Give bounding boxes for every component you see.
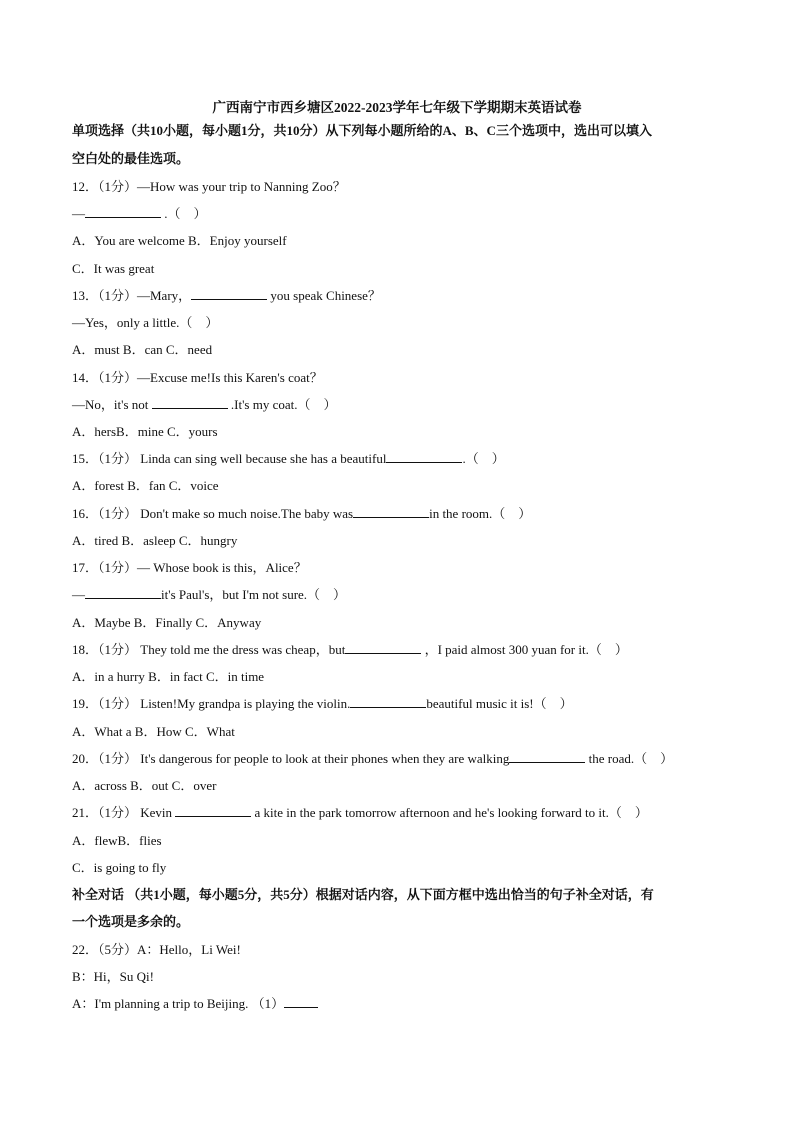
q12-dash: — [72,206,85,221]
q22-line2: B：Hi，Su Qi! [72,969,154,984]
q19-blank [350,695,426,708]
q17-blank [85,586,161,599]
q12-option-c: C．It was great [72,261,155,276]
q17-answer-line [72,586,346,604]
q18-stem [72,641,628,659]
q19-stem [72,695,573,713]
q22-stem: 22．（5分）A：Hello，Li Wei! [72,942,241,957]
q20-stem-post: the road.（ ） [585,751,674,766]
q16-stem-post: in the room.（ ） [429,506,532,521]
q18-blank [345,641,421,654]
q14-options: A．hersB．mine C．yours [72,424,218,439]
section1-intro-line1: 单项选择（共10小题，每小题1分，共10分）从下列每小题所给的A、B、C三个选项中，选出可以填入 [72,123,652,138]
q21-blank [175,804,251,817]
q17-dash: — [72,587,85,602]
q15-options: A．forest B．fan C．voice [72,478,219,493]
q20-stem-pre: 20．（1分） It's dangerous for people to look at their phones when they are walking [72,751,510,766]
q12-blank [85,205,161,218]
q14-answer-line [72,396,337,414]
q19-stem-pre: 19．（1分） Listen!My grandpa is playing the violin. [72,696,351,711]
q12-stem: 12．（1分）—How was your trip to Nanning Zoo？ [72,179,346,194]
q13-stem [72,287,381,305]
q18-stem-pre: 18．（1分） They told me the dress was cheap，but [72,642,346,657]
q20-blank [509,750,585,763]
q20-stem [72,750,673,768]
q12-options-ab: A．You are welcome B．Enjoy yourself [72,233,287,248]
q14-stem: 14．（1分）—Excuse me!Is this Karen's coat？ [72,370,323,385]
q15-stem-pre: 15．（1分） Linda can sing well because she has a beautiful [72,451,387,466]
q21-stem-post: a kite in the park tomorrow afternoon and he's looking forward to it.（ ） [251,805,648,820]
q14-line-post: .It's my coat.（ ） [227,397,337,412]
q13-stem-post: you speak Chinese？ [267,288,381,303]
q17-options: A．Maybe B．Finally C．Anyway [72,615,262,630]
q14-blank [152,396,228,409]
q22-blank-1 [284,995,318,1008]
q20-options: A．across B．out C．over [72,778,217,793]
exam-title: 广西南宁市西乡塘区2022-2023学年七年级下学期期末英语试卷 [212,100,582,115]
q19-options: A．What a B．How C．What [72,724,235,739]
q13-options: A．must B．can C．need [72,342,213,357]
q12-answer-line [72,205,207,223]
q15-stem-post: .（ ） [462,451,505,466]
q12-paren: .（ ） [161,206,207,221]
q21-options-ab: A．flewB．flies [72,833,162,848]
q18-options: A．in a hurry B．in fact C．in time [72,669,265,684]
q15-stem [72,450,505,468]
q22-line3-text: A：I'm planning a trip to Beijing. （1） [72,996,285,1011]
q15-blank [386,450,462,463]
q13-stem-pre: 13．（1分）—Mary， [72,288,192,303]
q17-line-post: it's Paul's，but I'm not sure.（ ） [161,587,347,602]
q21-stem [72,804,648,822]
q16-stem-pre: 16．（1分） Don't make so much noise.The baby was [72,506,354,521]
section2-intro-line2: 一个选项是多余的。 [72,914,190,929]
q18-stem-post: ，I paid almost 300 yuan for it.（ ） [421,642,628,657]
section1-intro-line2: 空白处的最佳选项。 [72,151,190,166]
q17-stem: 17．（1分）— Whose book is this，Alice？ [72,560,307,575]
q16-blank [353,505,429,518]
section2-intro-line1: 补全对话 （共1小题，每小题5分，共5分）根据对话内容，从下面方框中选出恰当的句子补全对话，有 [72,887,654,902]
q16-stem [72,505,531,523]
q19-stem-post: beautiful music it is!（ ） [426,696,573,711]
q22-line3 [72,995,318,1013]
q21-stem-pre: 21．（1分） Kevin [72,805,176,820]
q21-option-c: C．is going to fly [72,860,167,875]
q13-blank [191,287,267,300]
q16-options: A．tired B．asleep C．hungry [72,533,238,548]
q13-answer-line: —Yes，only a little.（ ） [72,315,219,330]
q14-line-pre: —No，it's not [72,397,152,412]
